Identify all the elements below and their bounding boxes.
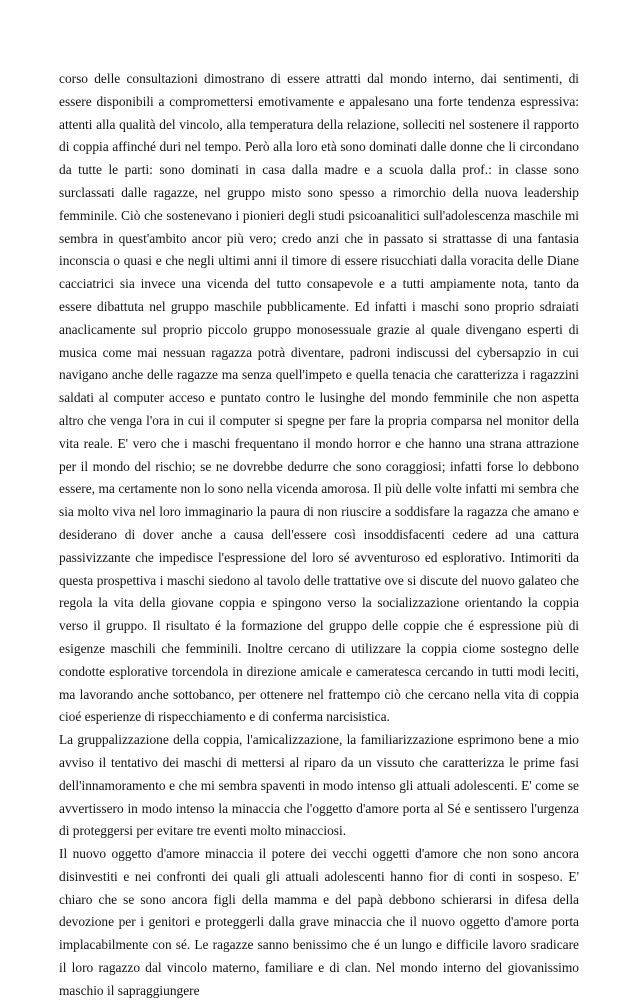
paragraph-1: corso delle consultazioni dimostrano di essere attratti dal mondo interno, dai sentimenti, di essere disponibili a compromettersi emotivamente e appalesano una forte tendenza espressiva: attenti alla qualità del vincolo, alla temperatura della relazione, solleciti nel sostenere il rapporto di coppia affinché duri nel tempo. Però alla loro età sono dominati dalle donne che li circondano da tutte le parti: sono dominati in casa dalla madre e a scuola dalla prof.: in classe sono surclassati dalle ragazze, nel gruppo misto sono spesso a rimorchio della nuova leadership femminile. Ciò che sostenevano i pionieri degli studi psicoanalitici sull'adolescenza maschile mi sembra in quest'ambito ancor più vero; credo anzi che in passato si strattasse di una fantasia inconscia o quasi e che negli ultimi anni il timore di essere risucchiati dalla voracita delle Diane cacciatrici sia invece una vicenda del tutto consapevole e a tutti ampiamente nota, tanto da essere dibattuta nel gruppo maschile pubblicamente. Ed infatti i maschi sono proprio sdraiati anaclicamente sul proprio piccolo gruppo monosessuale grazie al quale divengano esperti di musica come mai nessuan ragazza potrà diventare, padroni indiscussi del cybersapzio in cui navigano anche delle ragazze ma senza quell'impeto e quella tenacia che caratterizza i ragazzini saldati al computer acceso e puntato contro le lusinghe del mondo femminile che non aspetta altro che venga l'ora in cui il computer si spegne per fare la propria comparsa nel monitor della vita reale. E' vero che i maschi frequentano il mondo horror e che hanno una strana attrazione per il mondo del rischio; se ne dovrebbe dedurre che sono coraggiosi; infatti forse lo debbono essere, ma certamente non lo sono nella vicenda amorosa. Il più delle volte infatti mi sembra che sia molto viva nel loro immaginario la paura di non riuscire a soddisfare la ragazza che amano e desiderano di dover anche a causa dell'essere così insoddisfacenti cedere ad una cattura passivizzante che impedisce l'espressione del loro sé avventuroso ed esplorativo. Intimoriti da questa prospettiva i maschi siedono al tavolo delle trattative ove si discute del nuovo galateo che regola la vita della giovane coppia e spingono verso la socializzazione orientando la coppia verso il gruppo. Il risultato é la formazione del gruppo delle coppie che é espressione più di esigenze maschili che femminili. Inoltre cercano di utilizzare la coppia ciome sostegno delle condotte esplorative torcendola in direzione amicale e cameratesca cercando in tutti modi leciti, ma lavorando anche sottobanco, per ottenere nel frattempo ciò che cercano nella vita di coppia cioé esperienze di rispecchiamento e di conferma narcisistica. [59,71,579,725]
paragraph-2: La gruppalizzazione della coppia, l'amicalizzazione, la familiarizzazione esprimono bene a mio avviso il tentativo dei maschi di mettersi al riparo da un vissuto che caratterizza le prime fasi dell'innamoramento e che mi sembra spaventi in modo intenso gli attuali adolescenti. E' come se avvertissero in modo intenso la minaccia che l'oggetto d'amore porta al Sé e sentissero l'urgenza di proteggersi per evitare tre eventi molto minacciosi. [59,732,579,839]
paragraph-3: Il nuovo oggetto d'amore minaccia il potere dei vecchi oggetti d'amore che non sono ancora disinvestiti e nei confronti dei quali gli attuali adolescenti hanno fior di conti in sospeso. E' chiaro che se sono ancora figli della mamma e del papà debbono schierarsi in difesa della devozione per i genitori e proteggerli dalla grave minaccia che il nuovo oggetto d'amore porta implacabilmente con sé. Le ragazze sanno benissimo che é un lungo e difficile lavoro sradicare il loro ragazzo dal vincolo materno, familiare e di clan. Nel mondo interno del giovanissimo maschio il sapraggiungere [59,846,579,998]
body-text [59,68,579,1003]
